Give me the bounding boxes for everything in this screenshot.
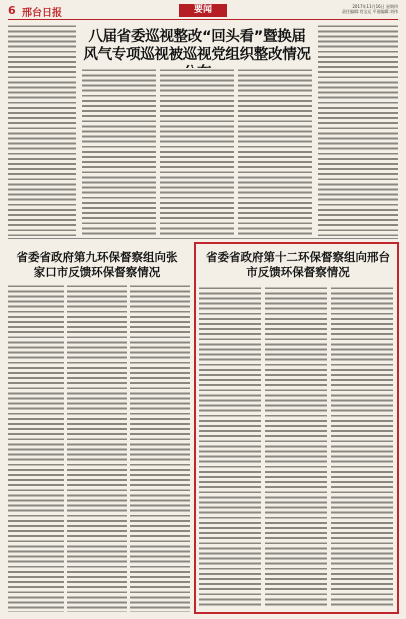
text-column	[8, 284, 64, 612]
text-column	[8, 24, 76, 236]
section-label: 要闻	[179, 4, 227, 17]
text-column	[331, 286, 393, 608]
dateline: 2017年11月16日 星期四 责任编辑:肖宝运 平面编辑:刘伟	[342, 4, 398, 14]
page-number: 6	[8, 4, 16, 17]
text-column	[130, 284, 190, 612]
header-rule	[8, 19, 398, 20]
text-column	[238, 68, 312, 236]
headline-main: 八届省委巡视整改“回头看”暨换届风气专项巡视被巡视党组织整改情况	[83, 29, 311, 63]
headline-xingtai: 省委省政府第十二环保督察组向邢台市反馈环保督察情况	[206, 250, 390, 279]
body-text	[8, 24, 76, 236]
section-divider	[8, 238, 398, 239]
page-header	[8, 4, 398, 18]
text-column	[318, 24, 398, 236]
text-column	[67, 284, 127, 612]
newspaper-logo: 邢台日报	[22, 8, 62, 19]
text-column	[199, 286, 261, 608]
text-column	[265, 286, 327, 608]
headline-zhangjiakou: 省委省政府第九环保督察组向张家口市反馈环保督察情况	[16, 250, 178, 279]
text-column	[160, 68, 234, 236]
text-column	[82, 68, 156, 236]
